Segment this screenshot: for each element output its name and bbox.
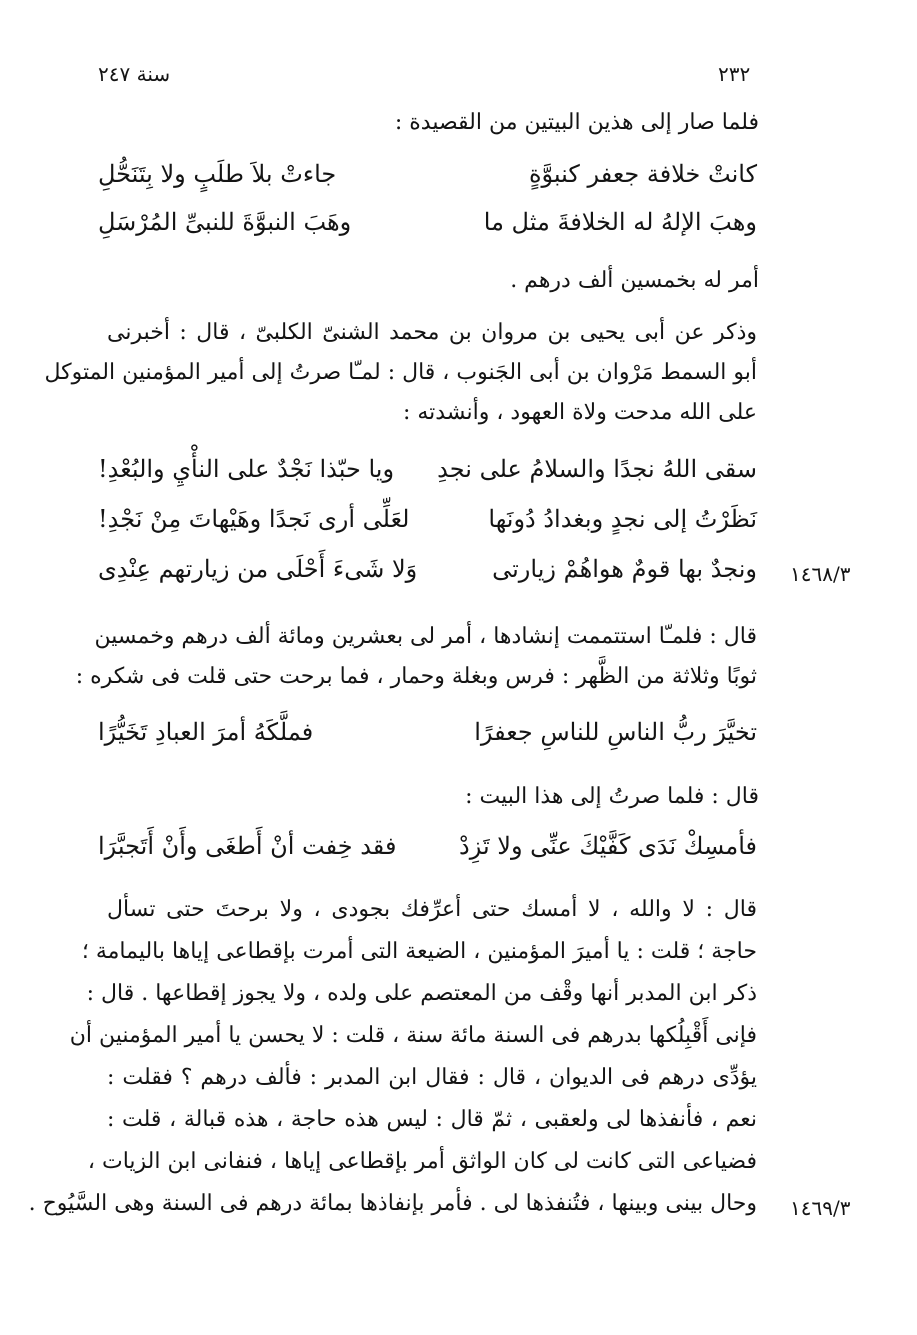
para5-line-3: ذكر ابن المدبر أنها وقْف من المعتصم على ولده ، ولا يجوز إقطاعها . قال : [86, 981, 757, 1006]
verse3-hemistich-a1: تخيَّرَ ربُّ الناسِ للناسِ جعفرًا [474, 718, 757, 746]
intro-line: فلما صار إلى هذين البيتين من القصيدة : [394, 110, 759, 135]
margin-reference-2: ١٤٦٩/٣ [790, 1196, 851, 1220]
para3-line-1: قال : فلمـّا استتممت إنشادها ، أمر لى بعشرين ومائة ألف درهم وخمسين [94, 624, 757, 649]
para5-line-1: قال : لا والله ، لا أمسك حتى أعرِّفك بجودى ، ولا برحتَ حتى تسأل [107, 897, 757, 922]
para3-line-2: ثوبًا وثلاثة من الظَّهر : فرس وبغلة وحمار ، فما برحت حتى قلت فى شكره : [75, 664, 757, 689]
verse4-hemistich-a1: فأمسِكْ نَدَى كَفَّيْكَ عنِّى ولا تَزِدْ [459, 832, 757, 860]
para5-line-4: فإنى أَقْبِلُكها بدرهم فى السنة مائة سنة ، قلت : لا يحسن يا أمير المؤمنين أن [69, 1023, 757, 1048]
verse2-hemistich-b1: نَظَرْتُ إلى نجدٍ وبغدادُ دُونَها [488, 505, 757, 533]
verse2-hemistich-b2: لعَلِّى أرى نَجدًا وهَيْهاتَ مِنْ نَجْدِ! [98, 505, 410, 533]
para2-line-1: وذكر عن أبى يحيى بن مروان بن محمد الشنىّ الكلبىّ ، قال : أخبرنى [107, 320, 757, 345]
verse2-hemistich-c2: وَلا شَىءَ أَحْلَى من زيارتهم عِنْدِى [98, 555, 418, 583]
para5-line-8: وحال بينى وبينها ، فتُنفذها لى . فأمر بإنفاذها بمائة درهم فى السنة وهى السَّيُوح . [28, 1191, 757, 1216]
para2-line-2: أبو السمط مَرْوان بن أبى الجَنوب ، قال : لمـّا صرتُ إلى أمير المؤمنين المتوكل [44, 360, 757, 385]
verse2-hemistich-c1: ونجدٌ بها قومٌ هواهُمْ زيارتى [492, 555, 757, 583]
para5-line-6: نعم ، فأنفذها لى ولعقبى ، ثمّ قال : ليس هذه حاجة ، هذه قبالة ، قلت : [107, 1107, 757, 1132]
verse1-hemistich-b2: وهَبَ النبوَّةَ للنبىِّ المُرْسَلِ [98, 208, 352, 236]
verse4-hemistich-a2: فقد خِفت أنْ أَطغَى وأَنْ أَتَجبَّرَا [98, 832, 397, 860]
verse1-hemistich-b1: وهبَ الإلهُ له الخلافةَ مثل ما [483, 208, 757, 236]
para5-line-2: حاجة ؛ قلت : يا أميرَ المؤمنين ، الضيعة التى أمرت بإقطاعى إياها باليمامة ؛ [81, 939, 757, 964]
para2-line-3: على الله مدحت ولاة العهود ، وأنشدته : [402, 400, 757, 425]
para5-line-7: فضياعى التى كانت لى كان الواثق أمر بإقطاعى إياها ، فنفانى ابن الزيات ، [87, 1149, 757, 1174]
para5-line-5: يؤدِّى درهم فى الديوان ، قال : فقال ابن المدبر : فألف درهم ؟ فقلت : [107, 1065, 757, 1090]
verse2-hemistich-a2: ويا حبّذا نَجْدٌ على النأْيِ والبُعْدِ! [98, 455, 395, 483]
page-number: ٢٣٢ [718, 62, 751, 86]
verse2-hemistich-a1: سقى اللهُ نجدًا والسلامُ على نجدِ [437, 455, 757, 483]
para4-line: قال : فلما صرتُ إلى هذا البيت : [465, 784, 759, 809]
after-verse1-line: أمر له بخمسين ألف درهم . [510, 268, 759, 293]
year-label: سنة ٢٤٧ [98, 62, 171, 86]
verse1-hemistich-a1: كانتْ خلافة جعفر كنبوَّةٍ [528, 160, 757, 188]
margin-reference-1: ١٤٦٨/٣ [790, 562, 851, 586]
verse1-hemistich-a2: جاءتْ بلاَ طلَبٍ ولا بِتَنَحُّلِ [98, 160, 337, 188]
verse3-hemistich-a2: فملَّكَهُ أمرَ العبادِ تَخَيُّرًا [98, 718, 314, 746]
